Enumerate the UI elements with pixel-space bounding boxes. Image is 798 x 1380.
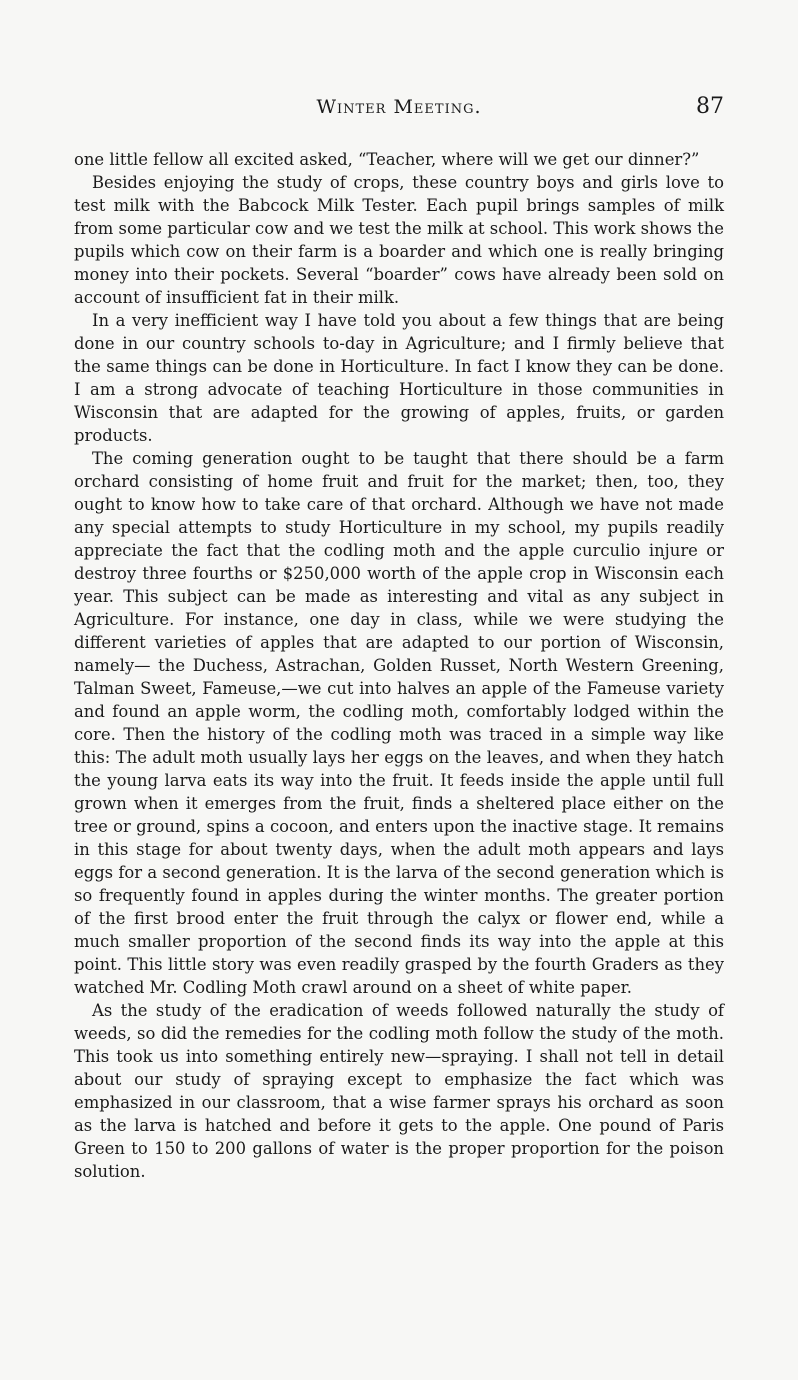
paragraph-spraying: As the study of the eradication of weeds followed naturally the study of weeds, so did the remedies for the codling moth follow the study of the moth. This took us into something entirely new—spraying. I shall not tell in detail about our study of spraying except to emphasize the fact which was emphasized in our classroom, that a wise farmer sprays his orchard as soon as the larva is hatched and before it gets to the apple. One pound of Paris Green to 150 to 200 gallons of water is the proper proportion for the poison solution. xyxy=(74,1001,724,1181)
page-number: 87 xyxy=(696,94,724,119)
paragraph-codling-moth: The coming generation ought to be taught that there should be a farm orchard consisting of home fruit and fruit for the market; then, too, they ought to know how to take care of that orchard. Although we have not made any special attempts to study Horticulture in my school, my pupils readily appreciate the fact that the codling moth and the apple curculio injure or destroy three fourths or $250,000 worth of the apple crop in Wisconsin each year. This subject can be made as interesting and vital as any subject in Agriculture. For instance, one day in class, while we were studying the different varieties of apples that are adapted to our portion of Wisconsin, namely— the Duchess, Astrachan, Golden Russet, North Western Greening, Talman Sweet, Fameuse,—we cut into halves an apple of the Fameuse variety and found an apple worm, the codling moth, comfortably lodged within the core. Then the history of the codling moth was traced in a simple way like this: The adult moth usually lays her eggs on the leaves, and when they hatch the young larva eats its way into the fruit. It feeds inside the apple until full grown when it emerges from the fruit, finds a sheltered place either on the tree or ground, spins a cocoon, and enters upon the inactive stage. It remains in this stage for about twenty days, when the adult moth appears and lays eggs for a second generation. It is the larva of the second generation which is so frequently found in apples during the winter months. The greater portion of the first brood enter the fruit through the calyx or flower end, while a much smaller proportion of the second finds its way into the apple at this point. This little story was even readily grasped by the fourth Graders as they watched Mr. Codling Moth crawl around on a sheet of white paper. xyxy=(74,449,724,997)
paragraph-milk-testing: Besides enjoying the study of crops, these country boys and girls love to test milk with the Babcock Milk Tester. Each pupil brings samples of milk from some particular cow and we test the milk at school. This work shows the pupils which cow on their farm is a boarder and which one is really bringing money into their pockets. Several “boarder” cows have already been sold on account of insufficient fat in their milk. xyxy=(74,173,724,307)
running-head xyxy=(74,96,724,126)
paragraph-continuation: one little fellow all excited asked, “Teacher, where will we get our dinner?” xyxy=(74,150,700,169)
body-text xyxy=(74,148,724,1183)
paragraph-horticulture: In a very inefficient way I have told you about a few things that are being done in our country schools to-day in Agriculture; and I firmly believe that the same things can be done in Horticulture. In fact I know they can be done. I am a strong advocate of teaching Horticulture in those communities in Wisconsin that are adapted for the growing of apples, fruits, or garden products. xyxy=(74,311,724,445)
running-title: Winter Meeting. xyxy=(316,96,482,118)
